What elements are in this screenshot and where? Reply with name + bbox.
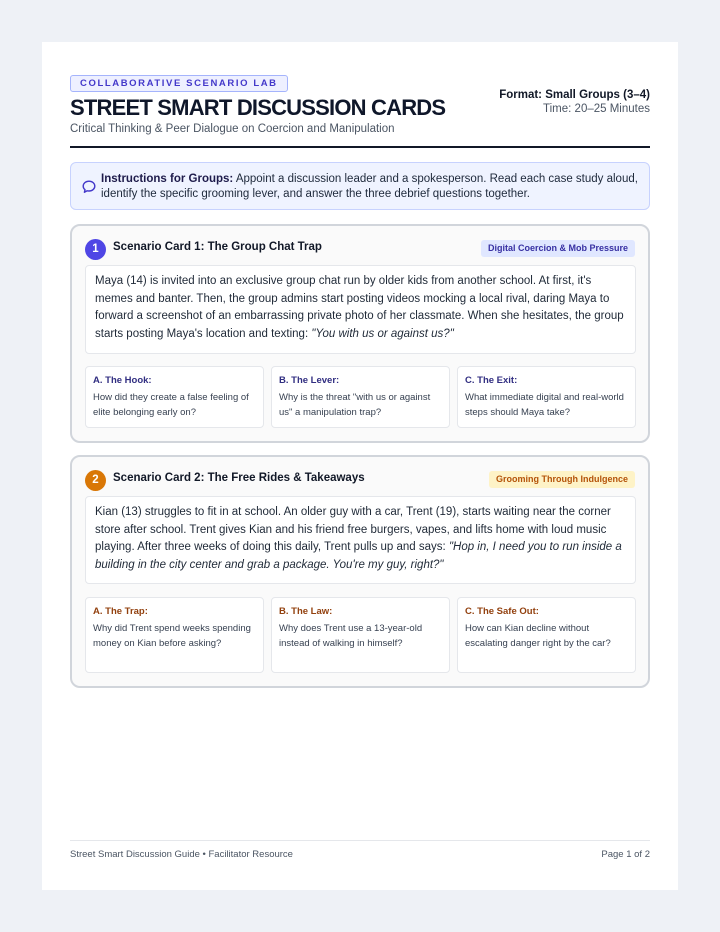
session-meta xyxy=(499,88,650,117)
page-number: Page 1 of 2 xyxy=(601,849,650,860)
question-box-b xyxy=(271,597,450,673)
question-text: Why is the threat "with us or against us" a manipulation trap? xyxy=(279,392,431,418)
scenario-quote: "Hop in, I need you to run inside a building in the city center and grab a package. You're my guy, right?" xyxy=(95,541,622,571)
card-title: Scenario Card 1: The Group Chat Trap xyxy=(113,241,322,253)
page-header xyxy=(70,75,650,148)
footer-source: Street Smart Discussion Guide • Facilitator Resource xyxy=(70,849,293,860)
speech-bubble-icon xyxy=(81,179,97,195)
card-category-tag: Grooming Through Indulgence xyxy=(489,471,635,488)
question-label: A. The Trap: xyxy=(93,606,148,617)
question-box-a xyxy=(85,597,264,673)
scenario-body: Kian (13) struggles to fit in at school. An older guy with a car, Trent (19), starts waiting near the corner store after school. Trent gives Kian and his friend free burgers, vapes, and lifts home with loud music playing. After three weeks of doing this daily, Trent pulls up and says: xyxy=(95,506,611,553)
question-text: Why did Trent spend weeks spending money on Kian before asking? xyxy=(93,623,251,649)
instructions-box xyxy=(70,162,650,210)
question-box-b xyxy=(271,366,450,428)
question-text: How can Kian decline without escalating danger right by the car? xyxy=(465,623,611,649)
question-box-c xyxy=(457,366,636,428)
scenario-quote: "You with us or against us?" xyxy=(311,327,454,340)
page-title: STREET SMART DISCUSSION CARDS xyxy=(70,95,446,120)
instructions-body: Appoint a discussion leader and a spokesperson. Read each case study aloud, identify the specific grooming lever, and answer the three debrief questions together. xyxy=(101,173,638,200)
question-text: How did they create a false feeling of elite belonging early on? xyxy=(93,392,249,418)
card-category-tag: Digital Coercion & Mob Pressure xyxy=(481,240,635,257)
question-text: What immediate digital and real-world steps should Maya take? xyxy=(465,392,624,418)
time-label: Time: 20–25 Minutes xyxy=(543,103,650,115)
scenario-text xyxy=(85,496,636,584)
kicker-badge: COLLABORATIVE SCENARIO LAB xyxy=(70,75,288,92)
question-label: C. The Exit: xyxy=(465,375,518,386)
card-number-badge: 2 xyxy=(85,470,106,491)
page-footer xyxy=(70,840,650,862)
question-label: C. The Safe Out: xyxy=(465,606,539,617)
card-number-badge: 1 xyxy=(85,239,106,260)
scenario-body: Maya (14) is invited into an exclusive group chat run by older kids from another school. At first, it's memes and banter. Then, the group admins start posting videos mocking a local rival, daring Maya to forward a screenshot of an embarrassing private photo of her classmate. When she hesitates, the group starts posting Maya's location and texting: xyxy=(95,275,624,340)
scenario-card-1 xyxy=(70,224,650,443)
page-subtitle: Critical Thinking & Peer Dialogue on Coercion and Manipulation xyxy=(70,123,395,135)
question-label: A. The Hook: xyxy=(93,375,152,386)
question-box-a xyxy=(85,366,264,428)
card-title: Scenario Card 2: The Free Rides & Takeaways xyxy=(113,472,365,484)
scenario-text xyxy=(85,265,636,354)
question-label: B. The Law: xyxy=(279,606,333,617)
instructions-label: Instructions for Groups: xyxy=(101,173,234,185)
question-text: Why does Trent use a 13-year-old instead of walking in himself? xyxy=(279,623,423,649)
question-label: B. The Lever: xyxy=(279,375,340,386)
question-box-c xyxy=(457,597,636,673)
instructions-text xyxy=(101,172,641,201)
scenario-card-2 xyxy=(70,455,650,688)
format-label: Format: Small Groups (3–4) xyxy=(499,89,650,101)
worksheet-page xyxy=(42,42,678,890)
